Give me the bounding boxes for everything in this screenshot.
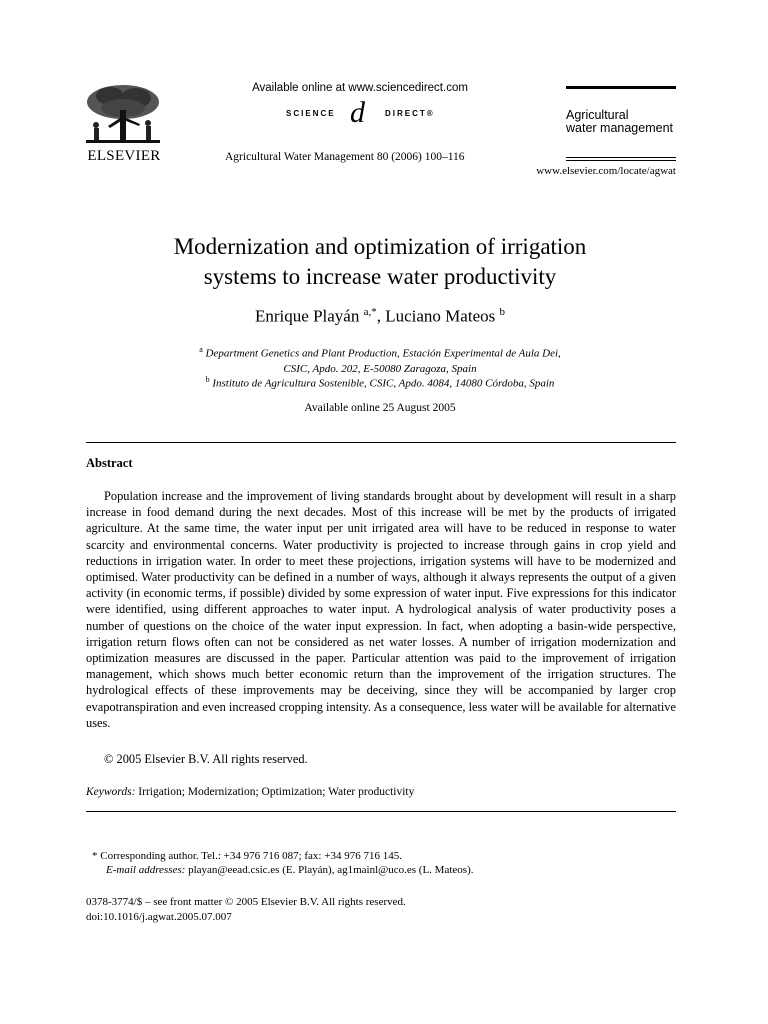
sciencedirect-logo: [250, 96, 490, 130]
corresponding-author-note: * Corresponding author. Tel.: +34 976 716 087; fax: +34 976 716 145.: [92, 850, 402, 862]
author-playan-affiliation[interactable]: a,*: [363, 306, 377, 318]
affiliation-a-label: a: [199, 345, 203, 354]
title-line-1: Modernization and optimization of irrigation: [173, 234, 587, 259]
abstract-body: Population increase and the improvement of living standards brought about by development will result in a sharp increase in food demand during the next decades. Most of this increase will be met by the products of irrigated agriculture. At the same time, the water input per unit irrigated area will have to be reduced in response to water scarcity and environmental concerns. Water productivity is projected to increase through gains in crop yield and reductions in irrigation water. In order to meet these projections, irrigation systems will have to be modernized and optimised. Water productivity can be defined in a number of ways, although it always represents the output of a given activity (in economic terms, if possible) divided by some expression of water input. Five expressions for this indicator were identified, using different approaches to water input. A hydrological analysis of water productivity poses a number of questions on the choice of the water input expression. In fact, when adopting a basin-wide perspective, irrigation return flows often can not be considered as net water losses. A number of irrigation modernization and optimization measures are discussed in the paper. Particular attention was paid to the improvement of irrigation management, which shows much better economic return than the improvement of the irrigation structures. The hydrological effects of these improvements may be deceiving, since they will be accompanied by larger crop evapotranspiration and even increased cropping intensity. As a consequence, less water will be available for alternative uses.: [86, 489, 676, 730]
affiliation-a-line1: Department Genetics and Plant Production, Estación Experimental de Aula Dei,: [205, 347, 561, 360]
author-mateos-affiliation[interactable]: b: [499, 306, 505, 318]
journal-name-line2: water management: [566, 121, 674, 135]
affiliation-b-text: Instituto de Agricultura Sostenible, CSIC, Apdo. 4084, 14080 Córdoba, Spain: [212, 377, 555, 390]
banner-bottom-rule-2: [566, 160, 676, 161]
keywords-list: Irrigation; Modernization; Optimization; Water productivity: [138, 786, 415, 798]
email-note: [106, 863, 473, 877]
title-line-2: systems to increase water productivity: [203, 264, 557, 289]
affiliation-b-label: b: [205, 375, 210, 384]
email-label: E-mail addresses:: [106, 864, 186, 876]
sciencedirect-mark-icon: d: [350, 96, 365, 129]
affiliation-b: [80, 372, 680, 392]
doi-link[interactable]: doi:10.1016/j.agwat.2005.07.007: [86, 911, 232, 923]
affiliation-a-line2: CSIC, Apdo. 202, E-50080 Zaragoza, Spain: [283, 362, 477, 375]
abstract-copyright: © 2005 Elsevier B.V. All rights reserved.: [104, 752, 308, 766]
banner-top-rule: [566, 86, 676, 89]
divider-top: [86, 442, 676, 443]
author-list: [80, 306, 680, 327]
journal-banner: [566, 86, 676, 161]
banner-bottom-rule: [566, 157, 676, 158]
front-matter-line: 0378-3774/$ – see front matter © 2005 Elsevier B.V. All rights reserved.: [86, 896, 406, 908]
available-online-date: Available online 25 August 2005: [304, 402, 456, 414]
keywords-label: Keywords:: [86, 786, 136, 798]
tree-icon: [80, 82, 166, 148]
journal-url-link[interactable]: www.elsevier.com/locate/agwat: [536, 165, 676, 177]
email-addresses[interactable]: playan@eead.csic.es (E. Playán), ag1mainl@uco.es (L. Mateos).: [188, 864, 474, 876]
available-online-link[interactable]: Available online at www.sciencedirect.com: [252, 82, 468, 94]
journal-name: [566, 109, 676, 135]
sciencedirect-right-word: DIRECT®: [385, 109, 435, 118]
author-mateos: Luciano Mateos: [385, 306, 496, 326]
divider-bottom: [86, 811, 676, 812]
journal-citation: Agricultural Water Management 80 (2006) 100–116: [225, 151, 465, 163]
article-title: [80, 232, 680, 292]
author-separator: ,: [376, 306, 386, 326]
publisher-name: ELSEVIER: [87, 148, 161, 164]
keywords: [86, 786, 414, 798]
journal-name-line1: Agricultural: [566, 108, 629, 122]
abstract-heading: Abstract: [86, 456, 133, 470]
author-playan: Enrique Playán: [255, 306, 360, 326]
sciencedirect-left-word: SCIENCE: [286, 109, 336, 118]
